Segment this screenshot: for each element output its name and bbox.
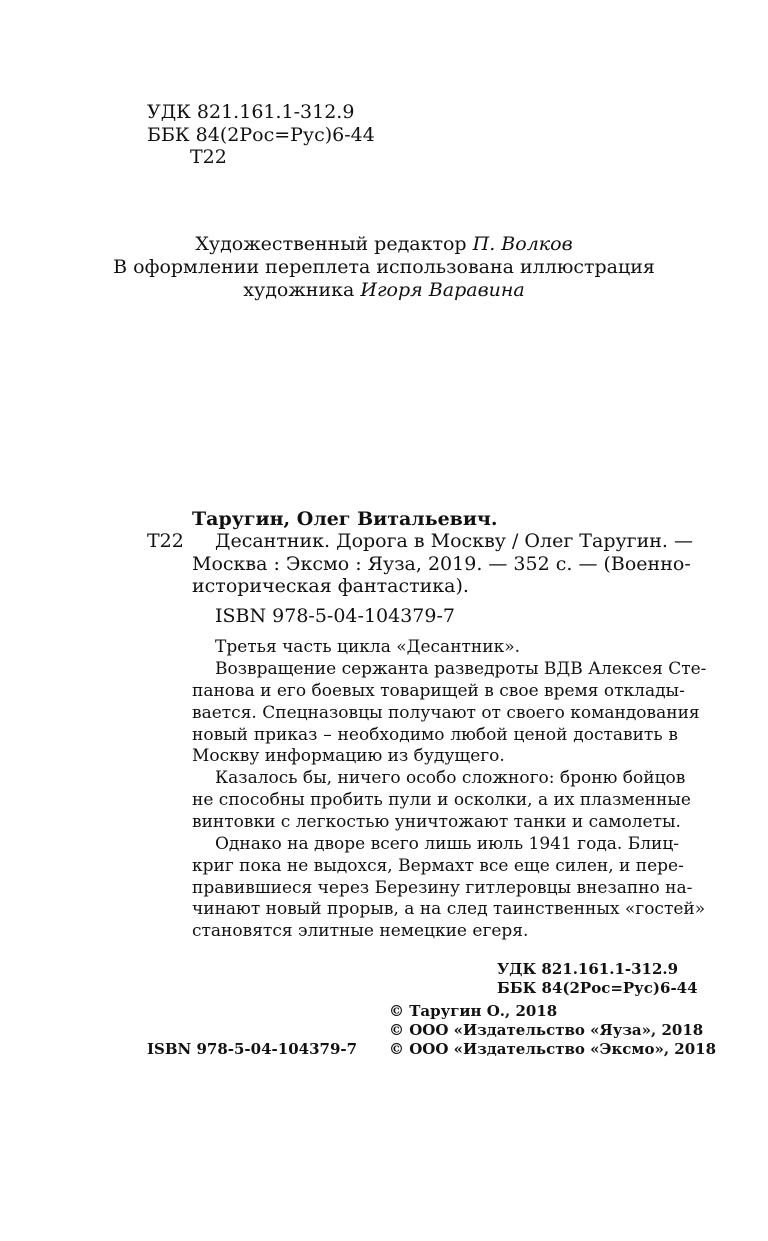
bbk-code: ББК 84(2Рос=Рус)6-44 xyxy=(147,124,375,146)
annotation-line: панова и его боевых товарищей в свое время отклады- xyxy=(192,681,685,701)
annotation-line: вается. Спецназовцы получают от своего командования xyxy=(192,703,700,723)
artist-line xyxy=(0,279,768,301)
annotation-line: криг пока не выдохся, Вермахт все еще силен, и пере- xyxy=(192,856,684,876)
copyright-line: © ООО «Издательство «Эксмо», 2018 xyxy=(389,1040,717,1058)
annotation-line: Москву информацию из будущего. xyxy=(192,746,505,766)
udk-code: УДК 821.161.1-312.9 xyxy=(147,101,355,123)
annotation-line: чинают новый прорыв, а на след таинственных «гостей» xyxy=(192,899,706,919)
editor-name: П. Волков xyxy=(472,233,573,255)
artist-label: художника xyxy=(243,279,361,301)
isbn-bottom: ISBN 978-5-04-104379-7 xyxy=(147,1040,358,1058)
art-editor-line xyxy=(0,233,768,255)
description-line: историческая фантастика). xyxy=(192,575,469,597)
description-line: Москва : Эксмо : Яуза, 2019. — 352 с. — (Военно- xyxy=(192,553,691,575)
annotation-line: Возвращение сержанта разведроты ВДВ Алексея Сте- xyxy=(215,659,707,679)
copyright-line: © Таругин О., 2018 xyxy=(389,1002,558,1020)
annotation-line: становятся элитные немецкие егеря. xyxy=(192,921,529,941)
record-isbn: ISBN 978-5-04-104379-7 xyxy=(215,605,455,627)
editor-label: Художественный редактор xyxy=(195,233,473,255)
author-mark: Т22 xyxy=(190,146,227,168)
annotation-line: новый приказ – необходимо любой ценой доставить в xyxy=(192,725,678,745)
udk-code-bottom: УДК 821.161.1-312.9 xyxy=(497,960,679,978)
description-line: Десантник. Дорога в Москву / Олег Таругин. — xyxy=(215,530,694,552)
author-heading: Таругин, Олег Витальевич. xyxy=(192,508,498,530)
bbk-code-bottom: ББК 84(2Рос=Рус)6-44 xyxy=(497,979,698,997)
annotation-line: винтовки с легкостью уничтожают танки и самолеты. xyxy=(192,812,681,832)
annotation-line: правившиеся через Березину гитлеровцы внезапно на- xyxy=(192,878,693,898)
copyright-line: © ООО «Издательство «Яуза», 2018 xyxy=(389,1021,704,1039)
cover-illustration-line: В оформлении переплета использована иллюстрация xyxy=(113,256,655,278)
annotation-line: Третья часть цикла «Десантник». xyxy=(215,637,521,657)
annotation-line: Однако на дворе всего лишь июль 1941 года. Блиц- xyxy=(215,834,680,854)
annotation-line: Казалось бы, ничего особо сложного: броню бойцов xyxy=(215,768,686,788)
artist-name: Игоря Варавина xyxy=(360,279,525,301)
record-author-mark: Т22 xyxy=(147,530,184,552)
annotation-line: не способны пробить пули и осколки, а их плазменные xyxy=(192,790,691,810)
